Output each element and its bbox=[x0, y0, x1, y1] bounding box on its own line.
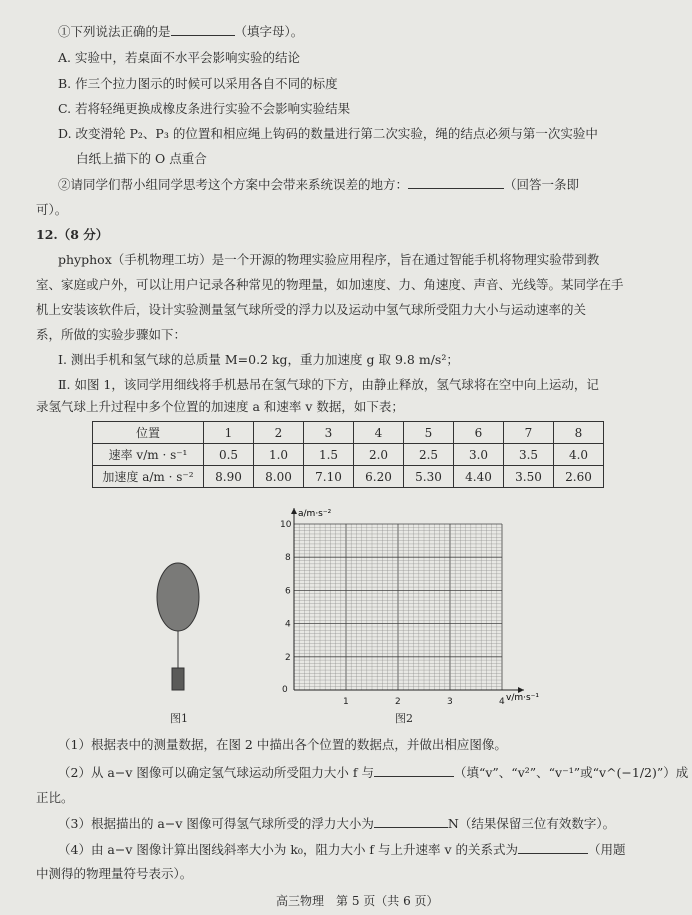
position-cell: 2 bbox=[254, 422, 304, 444]
x-tick-label: 2 bbox=[395, 697, 401, 707]
option-d-line2: 白纸上描下的 O 点重合 bbox=[76, 151, 207, 166]
accel-cell: 6.20 bbox=[354, 466, 404, 488]
table-row bbox=[93, 422, 604, 444]
subq-1: （1）根据表中的测量数据，在图 2 中描出各个位置的数据点，并做出相应图像。 bbox=[58, 737, 507, 752]
row-label-position: 位置 bbox=[93, 422, 204, 444]
chart-grid bbox=[294, 524, 502, 690]
position-cell: 4 bbox=[354, 422, 404, 444]
accel-cell: 8.00 bbox=[254, 466, 304, 488]
y-tick-label: 4 bbox=[285, 619, 291, 630]
option-a: A. 实验中，若桌面不水平会影响实验的结论 bbox=[58, 50, 300, 65]
table-row bbox=[93, 466, 604, 488]
position-cell: 3 bbox=[304, 422, 354, 444]
y-axis-label: a/m·s⁻² bbox=[298, 509, 332, 519]
row-label-accel: 加速度 a/m · s⁻² bbox=[93, 466, 204, 488]
speed-cell: 1.5 bbox=[304, 444, 354, 466]
option-b: B. 作三个拉力图示的时候可以采用各自不同的标度 bbox=[58, 76, 338, 91]
y-tick-label: 2 bbox=[285, 652, 291, 663]
speed-cell: 3.0 bbox=[454, 444, 504, 466]
y-tick-label: 8 bbox=[285, 553, 291, 564]
speed-cell: 3.5 bbox=[504, 444, 554, 466]
x-axis-label: v/m·s⁻¹ bbox=[506, 693, 540, 703]
subq-4-cont: 中测得的物理量符号表示）。 bbox=[36, 866, 193, 881]
speed-cell: 4.0 bbox=[554, 444, 604, 466]
q12-step-2a: Ⅱ. 如图 1，该同学用细线将手机悬吊在氢气球的下方，由静止释放，氢气球将在空中向上运动，记 bbox=[58, 377, 599, 392]
subq-3-suffix: N（结果保留三位有效数字）。 bbox=[447, 816, 616, 831]
answer-blank bbox=[374, 776, 454, 777]
subq-3 bbox=[58, 816, 615, 832]
q12-header: 12.（8 分） bbox=[36, 227, 109, 242]
q12-intro-1: phyphox（手机物理工坊）是一个开源的物理实验应用程序，旨在通过智能手机将物理实验带到教 bbox=[58, 252, 600, 267]
y-tick-label: 10 bbox=[280, 520, 292, 530]
speed-cell: 2.5 bbox=[404, 444, 454, 466]
av-chart bbox=[270, 500, 550, 710]
subq-2 bbox=[58, 765, 688, 781]
q11-sub2-prefix: ②请同学们帮小组同学思考这个方案中会带来系统误差的地方： bbox=[58, 177, 409, 192]
speed-cell: 1.0 bbox=[254, 444, 304, 466]
position-cell: 1 bbox=[204, 422, 254, 444]
accel-cell: 7.10 bbox=[304, 466, 354, 488]
x-tick-label: 0 bbox=[282, 685, 288, 695]
option-d-line1: D. 改变滑轮 P₂、P₃ 的位置和相应绳上钩码的数量进行第二次实验，绳的结点必须与第一次实验中 bbox=[58, 126, 598, 141]
subq-2-cont: 正比。 bbox=[36, 790, 74, 805]
q12-step-1: Ⅰ. 测出手机和氢气球的总质量 M=0.2 kg，重力加速度 g 取 9.8 m/s²； bbox=[58, 352, 459, 367]
q11-sub1 bbox=[58, 24, 303, 40]
q12-intro-2: 室、家庭或户外，可以让用户记录各种常见的物理量，如加速度、力、角速度、声音、光线等。某同学在手 bbox=[36, 277, 624, 292]
q11-sub2 bbox=[58, 177, 579, 193]
y-tick-label: 6 bbox=[285, 586, 291, 597]
q11-sub2-cont: 可）。 bbox=[36, 202, 68, 217]
q12-intro-4: 系，所做的实验步骤如下： bbox=[36, 327, 187, 342]
subq-4-suffix: （用题 bbox=[588, 842, 626, 857]
x-tick-label: 1 bbox=[343, 697, 349, 707]
speed-cell: 0.5 bbox=[204, 444, 254, 466]
q11-sub1-prefix: ①下列说法正确的是 bbox=[58, 24, 171, 39]
x-tick-label: 4 bbox=[499, 697, 505, 707]
position-cell: 5 bbox=[404, 422, 454, 444]
accel-cell: 4.40 bbox=[454, 466, 504, 488]
option-c: C. 若将轻绳更换成橡皮条进行实验不会影响实验结果 bbox=[58, 101, 351, 116]
accel-cell: 8.90 bbox=[204, 466, 254, 488]
answer-blank bbox=[408, 188, 504, 189]
fig1-label: 图1 bbox=[170, 712, 188, 725]
data-table bbox=[92, 421, 604, 488]
subq-4-prefix: （4）由 a−v 图像计算出图线斜率大小为 k₀，阻力大小 f 与上升速率 v 的关系式为 bbox=[58, 842, 519, 857]
x-tick-label: 3 bbox=[447, 697, 453, 707]
q12-intro-3: 机上安装该软件后，设计实验测量氢气球所受的浮力以及运动中氢气球所受阻力大小与运动速率的关 bbox=[36, 302, 587, 317]
answer-blank bbox=[518, 853, 588, 854]
position-cell: 8 bbox=[554, 422, 604, 444]
page-footer: 高三物理 第 5 页（共 6 页） bbox=[276, 894, 439, 908]
q11-sub1-suffix: （填字母）。 bbox=[234, 24, 304, 39]
fig2-label: 图2 bbox=[395, 712, 413, 725]
accel-cell: 5.30 bbox=[404, 466, 454, 488]
phone-icon bbox=[172, 668, 184, 690]
subq-2-suffix: （填“v”、“v²”、“v⁻¹”或“v^(−1/2)”）成 bbox=[453, 765, 689, 780]
q11-sub2-suffix: （回答一条即 bbox=[504, 177, 580, 192]
position-cell: 6 bbox=[454, 422, 504, 444]
answer-blank bbox=[374, 827, 448, 828]
balloon-figure bbox=[148, 560, 228, 710]
balloon-icon bbox=[157, 563, 199, 631]
table-row bbox=[93, 444, 604, 466]
q12-step-2b: 录氢气球上升过程中多个位置的加速度 a 和速率 v 数据，如下表； bbox=[36, 399, 404, 414]
accel-cell: 2.60 bbox=[554, 466, 604, 488]
position-cell: 7 bbox=[504, 422, 554, 444]
subq-4 bbox=[58, 842, 626, 858]
accel-cell: 3.50 bbox=[504, 466, 554, 488]
subq-3-prefix: （3）根据描出的 a−v 图像可得氢气球所受的浮力大小为 bbox=[58, 816, 374, 831]
answer-blank bbox=[171, 35, 235, 36]
row-label-speed: 速率 v/m · s⁻¹ bbox=[93, 444, 204, 466]
y-axis-arrow-icon bbox=[291, 508, 297, 514]
speed-cell: 2.0 bbox=[354, 444, 404, 466]
subq-2-prefix: （2）从 a−v 图像可以确定氢气球运动所受阻力大小 f 与 bbox=[58, 765, 374, 780]
